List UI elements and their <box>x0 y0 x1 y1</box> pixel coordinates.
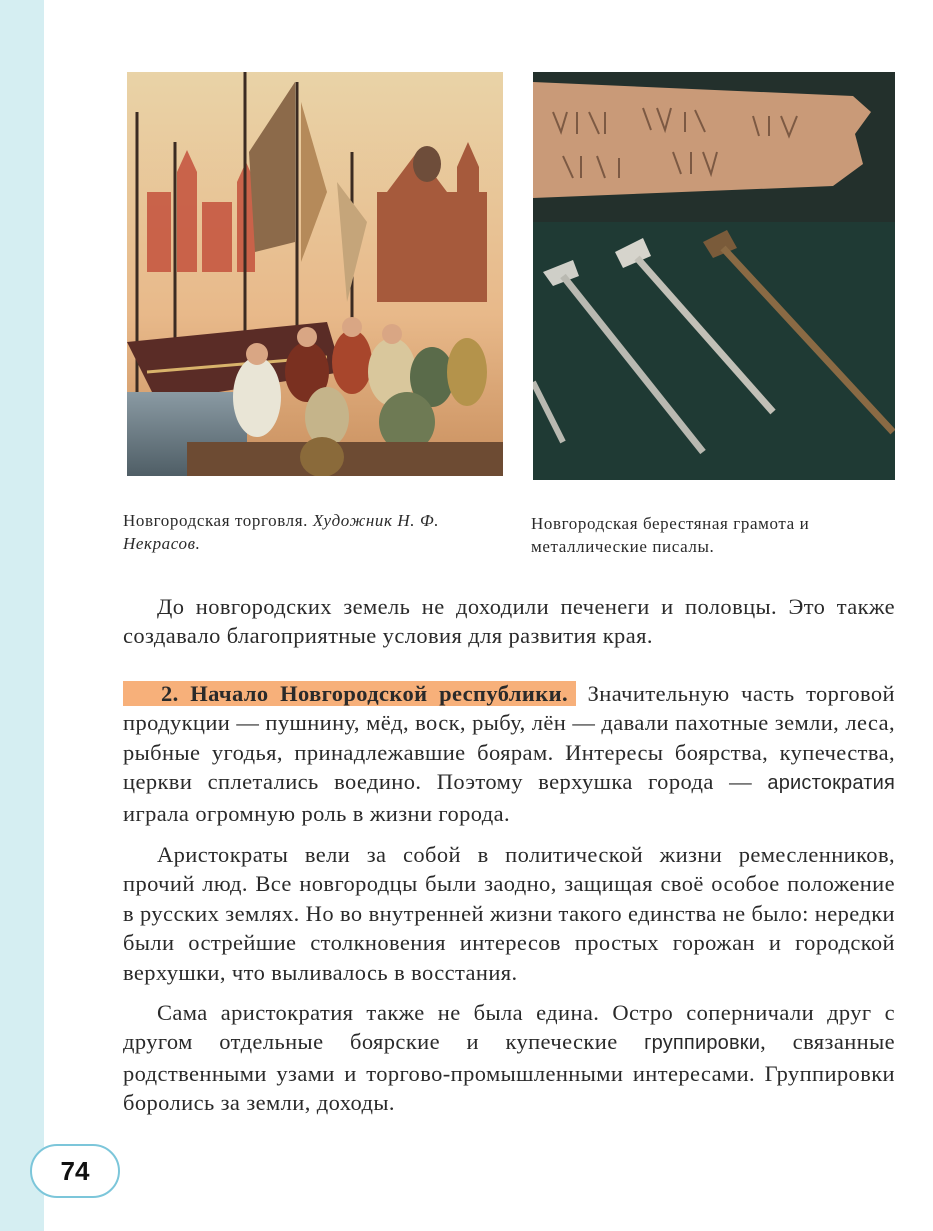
paragraph-groupings-text-a: Сама аристократия также не была едина. Остро соперничали друг с другом отдельные боярские и купеческие <box>123 1000 895 1055</box>
left-caption-artist: Художник Н. Ф. Некрасов. <box>123 511 440 553</box>
right-figure-caption: Новгородская берестяная грамота и металлические писалы. <box>531 514 810 556</box>
paragraph-section-2-text-a: Значительную часть торговой продукции — пушнину, мёд, воск, рыбу, лён — давали пахотные земли, леса, рыбные угодья, принадлежавшие боярам. Интересы боярства, купечества, церкви сплетались воедино. Поэтому верхушка города — <box>123 681 895 795</box>
paragraph-groupings <box>123 998 895 1118</box>
paragraph-section-2 <box>123 679 895 828</box>
page-margin-strip <box>0 0 44 1231</box>
paragraph-aristocrats: Аристократы вели за собой в политической жизни ремесленников, прочий люд. Все новгородцы были заодно, защищая своё особое положение в русских землях. Но во внутренней жизни такого единства не было: нередки были острейшие столкновения интересов простых горожан и городской верхушки, что выливалось в восстания. <box>123 842 895 985</box>
paragraph-section-2-text-b: играла огромную роль в жизни города. <box>123 800 511 826</box>
term-aristocracy: аристократия <box>767 772 895 795</box>
paragraph-intro: До новгородских земель не доходили печенеги и половцы. Это также создавало благоприятные условия для развития края. <box>123 594 895 649</box>
section-heading: 2. Начало Новгородской республики. <box>123 681 576 706</box>
novgorod-trade-painting <box>127 72 503 476</box>
term-groupings: группировки <box>644 1032 761 1055</box>
birch-bark-letter-photo <box>533 72 895 480</box>
left-caption-text: Новгородская торговля. <box>123 511 313 530</box>
paragraph-groupings-text-b: , связанные родственными узами и торгово-промышленными интересами. Группировки боролись за земли, доходы. <box>123 1029 896 1116</box>
left-figure-caption <box>123 509 503 555</box>
page-number-badge: 74 <box>30 1144 120 1198</box>
